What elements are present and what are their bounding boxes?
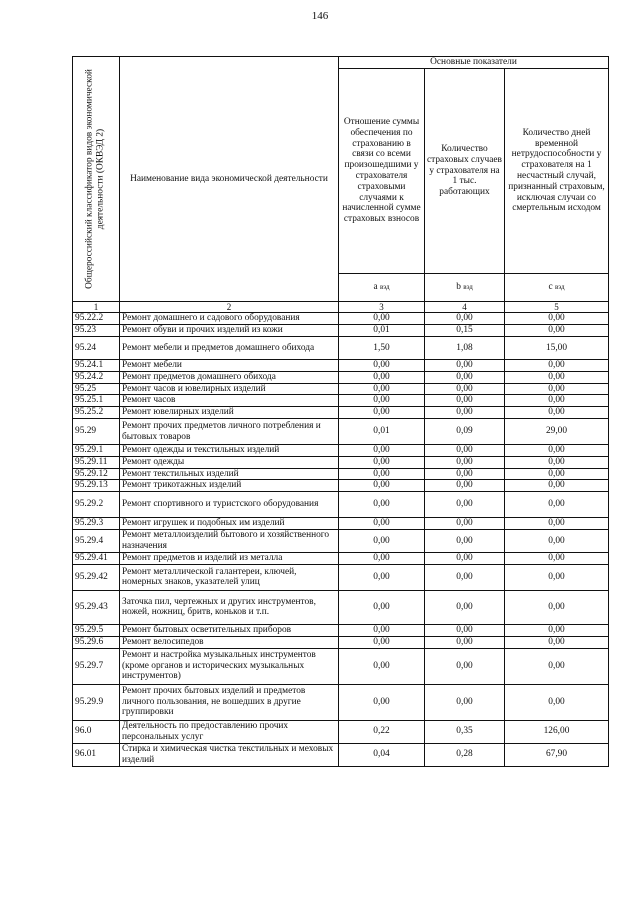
table-row [73, 407, 609, 419]
okved-code-cell: 95.29.11 [73, 456, 120, 468]
activity-name-header: Наименование вида экономической деятельности [120, 57, 339, 302]
table-row [73, 336, 609, 359]
value-b-cell: 0,00 [425, 371, 505, 383]
activity-name-cell: Ремонт прочих бытовых изделий и предметов личного пользования, не вошедших в другие группировки [120, 684, 339, 720]
activity-name-cell: Ремонт текстильных изделий [120, 468, 339, 480]
okved-code-cell: 96.01 [73, 743, 120, 766]
activity-name-cell: Ремонт предметов домашнего обихода [120, 371, 339, 383]
okved-code-cell: 95.25.1 [73, 395, 120, 407]
activity-name-cell: Ремонт обуви и прочих изделий из кожи [120, 325, 339, 337]
table-row [73, 419, 609, 445]
activity-name-cell: Ремонт прочих предметов личного потребления и бытовых товаров [120, 419, 339, 445]
column-numbers-row [73, 302, 609, 313]
value-b-cell: 0,00 [425, 648, 505, 684]
value-c-cell: 0,00 [505, 553, 609, 565]
activity-name-cell: Ремонт игрушек и подобных им изделий [120, 518, 339, 530]
value-c-cell: 0,00 [505, 624, 609, 636]
activity-name-cell: Стирка и химическая чистка текстильных и меховых изделий [120, 743, 339, 766]
col-a-header: Отношение суммы обеспечения по страхованию в связи со всеми произошедшими у страхователя страховыми случаями к начисленной сумме страховых взносов [339, 69, 425, 274]
table-row [73, 313, 609, 325]
value-c-cell: 126,00 [505, 720, 609, 743]
activity-name-cell: Ремонт трикотажных изделий [120, 480, 339, 492]
activity-name-cell: Ремонт предметов и изделий из металла [120, 553, 339, 565]
value-c-cell: 29,00 [505, 419, 609, 445]
indicators-table [72, 56, 609, 767]
value-c-cell: 0,00 [505, 468, 609, 480]
value-a-cell: 0,00 [339, 395, 425, 407]
value-c-cell: 0,00 [505, 590, 609, 624]
value-b-cell: 0,09 [425, 419, 505, 445]
activity-name-cell: Ремонт одежды и текстильных изделий [120, 445, 339, 457]
okved-code-cell: 95.25.2 [73, 407, 120, 419]
table-row [73, 518, 609, 530]
table-row [73, 383, 609, 395]
value-a-cell: 0,00 [339, 371, 425, 383]
activity-name-cell: Ремонт часов [120, 395, 339, 407]
table-row [73, 590, 609, 624]
value-b-cell: 0,15 [425, 325, 505, 337]
value-b-cell: 0,00 [425, 468, 505, 480]
column-number: 2 [120, 302, 339, 313]
value-c-cell: 0,00 [505, 530, 609, 553]
okved-code-cell: 95.29.12 [73, 468, 120, 480]
okved-code-cell: 95.29.4 [73, 530, 120, 553]
value-b-cell: 0,00 [425, 395, 505, 407]
value-c-cell: 0,00 [505, 407, 609, 419]
value-c-cell: 0,00 [505, 395, 609, 407]
value-a-cell: 0,00 [339, 590, 425, 624]
page-number: 146 [311, 10, 329, 22]
value-c-cell: 0,00 [505, 313, 609, 325]
value-b-cell: 0,00 [425, 624, 505, 636]
activity-name-cell: Ремонт часов и ювелирных изделий [120, 383, 339, 395]
value-b-cell: 0,00 [425, 684, 505, 720]
value-a-cell: 0,01 [339, 419, 425, 445]
table-row [73, 564, 609, 590]
value-c-cell: 0,00 [505, 383, 609, 395]
table-row [73, 395, 609, 407]
activity-name-cell: Ремонт ювелирных изделий [120, 407, 339, 419]
value-a-cell: 0,01 [339, 325, 425, 337]
col-a-symbol: a вэд [339, 273, 425, 301]
col-c-header: Количество дней временной нетрудоспособности у страхователя на 1 несчастный случай, признанный страховым, исключая случаи со смертельным исходом [505, 69, 609, 274]
value-a-cell: 0,00 [339, 383, 425, 395]
value-b-cell: 0,00 [425, 359, 505, 371]
okved-code-cell: 95.22.2 [73, 313, 120, 325]
table-row [73, 636, 609, 648]
value-a-cell: 0,00 [339, 359, 425, 371]
col-c-symbol: c вэд [505, 273, 609, 301]
value-b-cell: 0,28 [425, 743, 505, 766]
value-a-cell: 0,00 [339, 456, 425, 468]
value-c-cell: 0,00 [505, 684, 609, 720]
table-row [73, 720, 609, 743]
activity-name-cell: Ремонт велосипедов [120, 636, 339, 648]
table-row [73, 624, 609, 636]
table-row [73, 371, 609, 383]
value-a-cell: 0,00 [339, 468, 425, 480]
value-b-cell: 0,00 [425, 492, 505, 518]
table-row [73, 530, 609, 553]
column-number: 1 [73, 302, 120, 313]
value-a-cell: 0,00 [339, 624, 425, 636]
value-c-cell: 0,00 [505, 325, 609, 337]
activity-name-cell: Ремонт одежды [120, 456, 339, 468]
value-b-cell: 0,00 [425, 407, 505, 419]
value-b-cell: 0,00 [425, 383, 505, 395]
value-c-cell: 0,00 [505, 492, 609, 518]
okved-code-cell: 95.24.1 [73, 359, 120, 371]
activity-name-cell: Ремонт и настройка музыкальных инструментов (кроме органов и исторических музыкальных инструментов) [120, 648, 339, 684]
value-b-cell: 0,00 [425, 564, 505, 590]
value-a-cell: 0,00 [339, 636, 425, 648]
okved-code-cell: 95.24 [73, 336, 120, 359]
table-row [73, 553, 609, 565]
value-a-cell: 0,00 [339, 313, 425, 325]
activity-name-cell: Ремонт металлоизделий бытового и хозяйственного назначения [120, 530, 339, 553]
value-a-cell: 0,00 [339, 564, 425, 590]
value-c-cell: 0,00 [505, 359, 609, 371]
value-a-cell: 0,00 [339, 518, 425, 530]
table-row [73, 492, 609, 518]
okved-code-cell: 95.23 [73, 325, 120, 337]
value-b-cell: 1,08 [425, 336, 505, 359]
table-row [73, 445, 609, 457]
value-c-cell: 0,00 [505, 445, 609, 457]
value-a-cell: 0,22 [339, 720, 425, 743]
value-b-cell: 0,35 [425, 720, 505, 743]
activity-name-cell: Ремонт мебели и предметов домашнего обихода [120, 336, 339, 359]
okved-code-cell: 95.24.2 [73, 371, 120, 383]
value-a-cell: 0,00 [339, 407, 425, 419]
okved-code-cell: 95.29.41 [73, 553, 120, 565]
value-a-cell: 0,00 [339, 530, 425, 553]
value-b-cell: 0,00 [425, 590, 505, 624]
okved-code-cell: 95.29 [73, 419, 120, 445]
value-a-cell: 0,00 [339, 648, 425, 684]
okved-code-cell: 96.0 [73, 720, 120, 743]
value-c-cell: 0,00 [505, 480, 609, 492]
table-row [73, 359, 609, 371]
value-a-cell: 0,00 [339, 445, 425, 457]
value-b-cell: 0,00 [425, 530, 505, 553]
table-row [73, 684, 609, 720]
value-a-cell: 0,04 [339, 743, 425, 766]
okved-code-cell: 95.29.13 [73, 480, 120, 492]
value-c-cell: 15,00 [505, 336, 609, 359]
okved-header-cell [73, 57, 120, 302]
value-a-cell: 0,00 [339, 553, 425, 565]
value-b-cell: 0,00 [425, 518, 505, 530]
okved-code-cell: 95.29.2 [73, 492, 120, 518]
okved-code-cell: 95.29.42 [73, 564, 120, 590]
okved-header-label: Общероссийский классификатор видов экономической деятельности (ОКВЭД 2) [84, 69, 106, 289]
value-c-cell: 0,00 [505, 518, 609, 530]
value-c-cell: 67,90 [505, 743, 609, 766]
header-row-top [73, 57, 609, 69]
value-c-cell: 0,00 [505, 564, 609, 590]
value-a-cell: 0,00 [339, 492, 425, 518]
table-row [73, 325, 609, 337]
main-indicators-header: Основные показатели [339, 57, 609, 69]
activity-name-cell: Ремонт домашнего и садового оборудования [120, 313, 339, 325]
table-row [73, 468, 609, 480]
activity-name-cell: Ремонт спортивного и туристского оборудования [120, 492, 339, 518]
col-b-symbol: b вэд [425, 273, 505, 301]
table-row [73, 456, 609, 468]
okved-code-cell: 95.29.1 [73, 445, 120, 457]
value-c-cell: 0,00 [505, 648, 609, 684]
value-c-cell: 0,00 [505, 371, 609, 383]
activity-name-cell: Ремонт металлической галантереи, ключей, номерных знаков, указателей улиц [120, 564, 339, 590]
table-row [73, 480, 609, 492]
value-a-cell: 0,00 [339, 684, 425, 720]
value-b-cell: 0,00 [425, 553, 505, 565]
okved-code-cell: 95.25 [73, 383, 120, 395]
value-a-cell: 0,00 [339, 480, 425, 492]
value-b-cell: 0,00 [425, 445, 505, 457]
okved-code-cell: 95.29.9 [73, 684, 120, 720]
value-b-cell: 0,00 [425, 313, 505, 325]
value-c-cell: 0,00 [505, 456, 609, 468]
activity-name-cell: Деятельность по предоставлению прочих персональных услуг [120, 720, 339, 743]
okved-code-cell: 95.29.3 [73, 518, 120, 530]
activity-name-cell: Ремонт мебели [120, 359, 339, 371]
value-a-cell: 1,50 [339, 336, 425, 359]
table-row [73, 648, 609, 684]
okved-code-cell: 95.29.43 [73, 590, 120, 624]
activity-name-cell: Ремонт бытовых осветительных приборов [120, 624, 339, 636]
value-b-cell: 0,00 [425, 636, 505, 648]
okved-code-cell: 95.29.5 [73, 624, 120, 636]
col-b-header: Количество страховых случаев у страхователя на 1 тыс. работающих [425, 69, 505, 274]
value-b-cell: 0,00 [425, 456, 505, 468]
column-number: 5 [505, 302, 609, 313]
column-number: 3 [339, 302, 425, 313]
column-number: 4 [425, 302, 505, 313]
okved-code-cell: 95.29.6 [73, 636, 120, 648]
table-row [73, 743, 609, 766]
activity-name-cell: Заточка пил, чертежных и других инструментов, ножей, ножниц, бритв, коньков и т.п. [120, 590, 339, 624]
okved-code-cell: 95.29.7 [73, 648, 120, 684]
value-b-cell: 0,00 [425, 480, 505, 492]
value-c-cell: 0,00 [505, 636, 609, 648]
